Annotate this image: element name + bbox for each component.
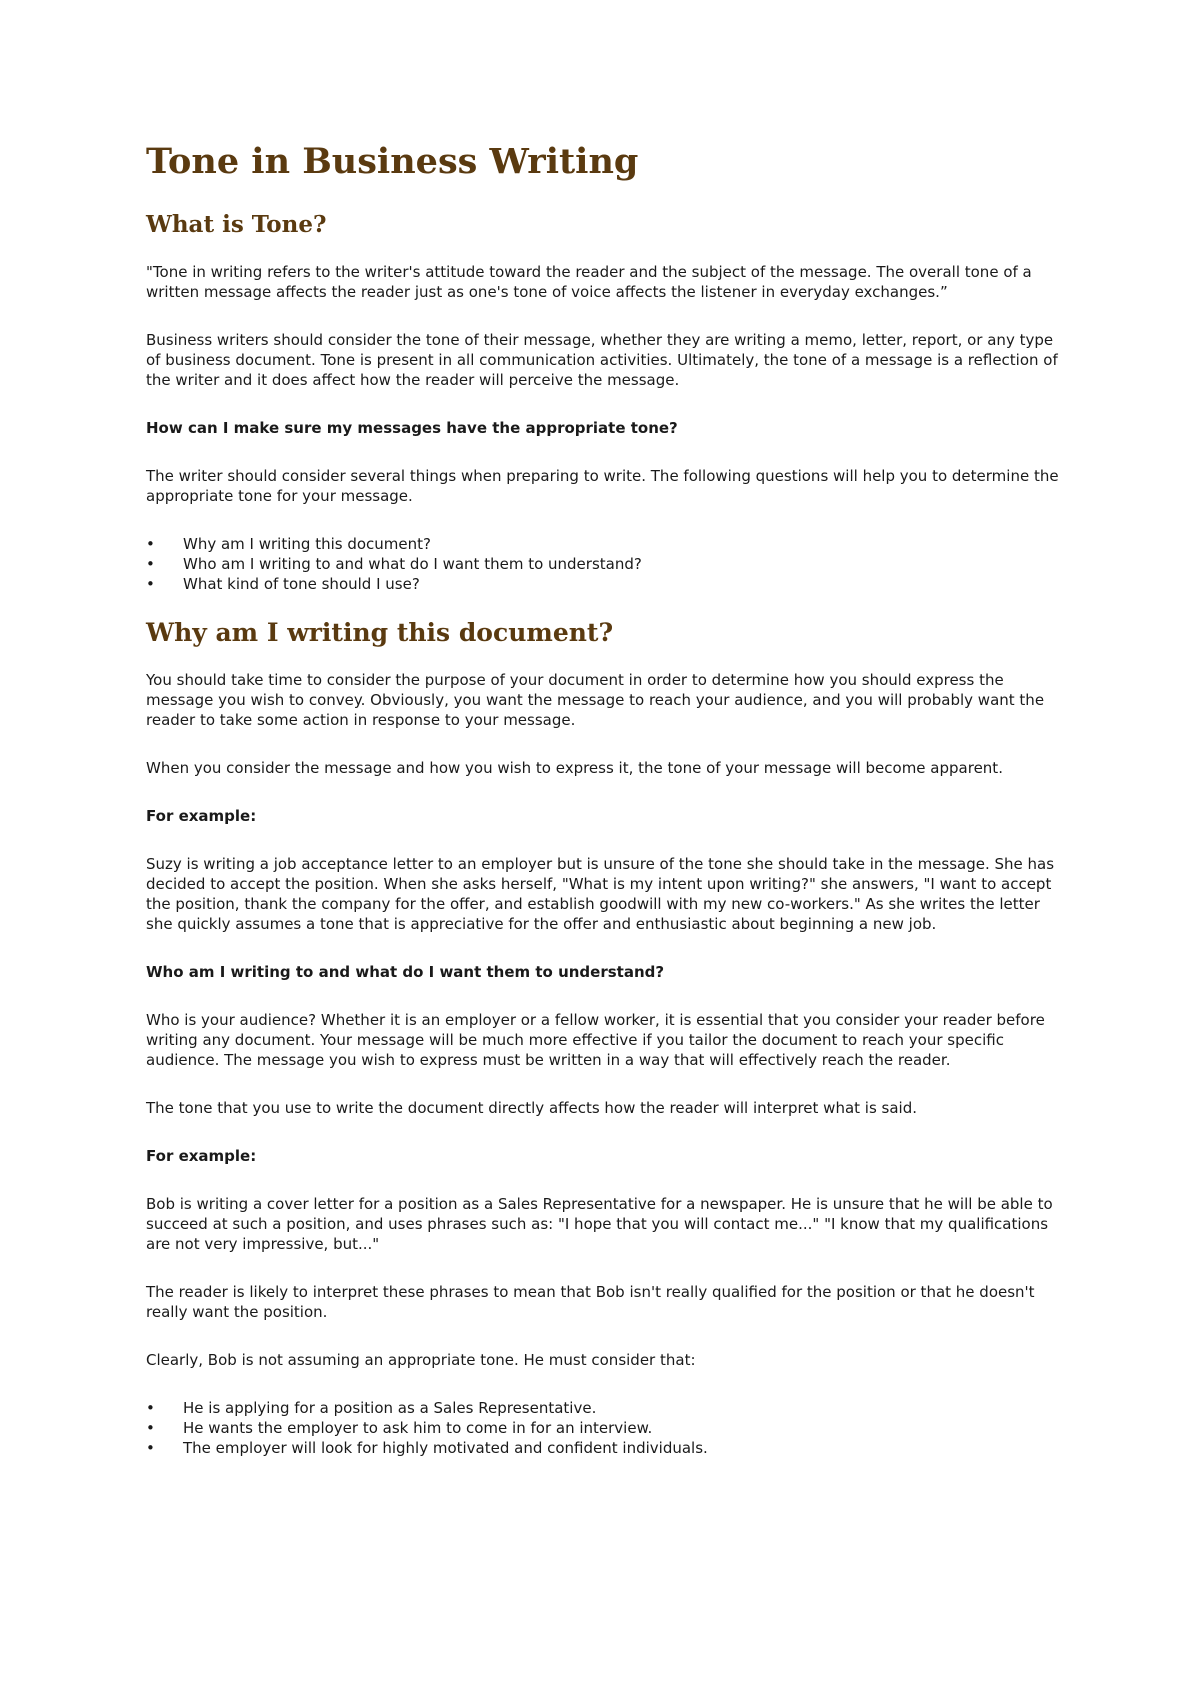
section-heading-what-is-tone: What is Tone?: [146, 211, 327, 238]
paragraph: Bob is writing a cover letter for a position as a Sales Representative for a newspaper. He is unsure that he will be able to succeed at such a position, and uses phrases such as: "I hope that you will contact me..." "I know that my qualifications are not very impressive, but...": [146, 1195, 1053, 1253]
bullet-list: [146, 1398, 1066, 1458]
bullet-icon: •: [146, 1399, 155, 1417]
section-heading-why-writing: Why am I writing this document?: [146, 618, 614, 647]
list-item: • He wants the employer to ask him to come in for an interview.: [146, 1419, 653, 1437]
question-heading: How can I make sure my messages have the appropriate tone?: [146, 419, 678, 437]
paragraph: The writer should consider several things when preparing to write. The following questions will help you to determine the appropriate tone for your message.: [146, 467, 1059, 505]
paragraph: You should take time to consider the purpose of your document in order to determine how you should express the message you wish to convey. Obviously, you want the message to reach your audience, and you will probably want the reader to take some action in response to your message.: [146, 671, 1045, 729]
question-heading: Who am I writing to and what do I want them to understand?: [146, 963, 665, 981]
bullet-icon: •: [146, 1419, 155, 1437]
bullet-list: [146, 534, 1066, 594]
paragraph: Who is your audience? Whether it is an employer or a fellow worker, it is essential that you consider your reader before writing any document. Your message will be much more effective if you tailor the document to reach your specific audience. The message you wish to express must be written in a way that will effectively reach the reader.: [146, 1011, 1045, 1069]
example-label: For example:: [146, 807, 257, 825]
bullet-icon: •: [146, 535, 155, 553]
list-item: • He is applying for a position as a Sales Representative.: [146, 1399, 597, 1417]
bullet-icon: •: [146, 575, 155, 593]
paragraph: "Tone in writing refers to the writer's attitude toward the reader and the subject of the message. The overall tone of a written message affects the reader just as one's tone of voice affects the listener in everyday exchanges.”: [146, 263, 1032, 301]
paragraph: When you consider the message and how you wish to express it, the tone of your message will become apparent.: [146, 759, 1003, 777]
list-item: • The employer will look for highly motivated and confident individuals.: [146, 1439, 708, 1457]
paragraph: Suzy is writing a job acceptance letter to an employer but is unsure of the tone she should take in the message. She has decided to accept the position. When she asks herself, "What is my intent upon writing?" she answers, "I want to accept the position, thank the company for the offer, and establish goodwill with my new co-workers." As she writes the letter she quickly assumes a tone that is appreciative for the offer and enthusiastic about beginning a new job.: [146, 855, 1055, 933]
bullet-icon: •: [146, 1439, 155, 1457]
paragraph: Clearly, Bob is not assuming an appropriate tone. He must consider that:: [146, 1351, 696, 1369]
list-item: • Who am I writing to and what do I want them to understand?: [146, 555, 642, 573]
document-title: Tone in Business Writing: [146, 141, 639, 182]
paragraph: The reader is likely to interpret these phrases to mean that Bob isn't really qualified for the position or that he doesn't really want the position.: [146, 1283, 1035, 1321]
paragraph: The tone that you use to write the document directly affects how the reader will interpret what is said.: [146, 1099, 918, 1117]
list-item: • What kind of tone should I use?: [146, 575, 420, 593]
document-page: [146, 140, 1066, 1482]
list-item: • Why am I writing this document?: [146, 535, 431, 553]
example-label: For example:: [146, 1147, 257, 1165]
bullet-icon: •: [146, 555, 155, 573]
paragraph: Business writers should consider the tone of their message, whether they are writing a memo, letter, report, or any type of business document. Tone is present in all communication activities. Ultimately, the tone of a message is a reflection of the writer and it does affect how the reader will perceive the message.: [146, 331, 1058, 389]
